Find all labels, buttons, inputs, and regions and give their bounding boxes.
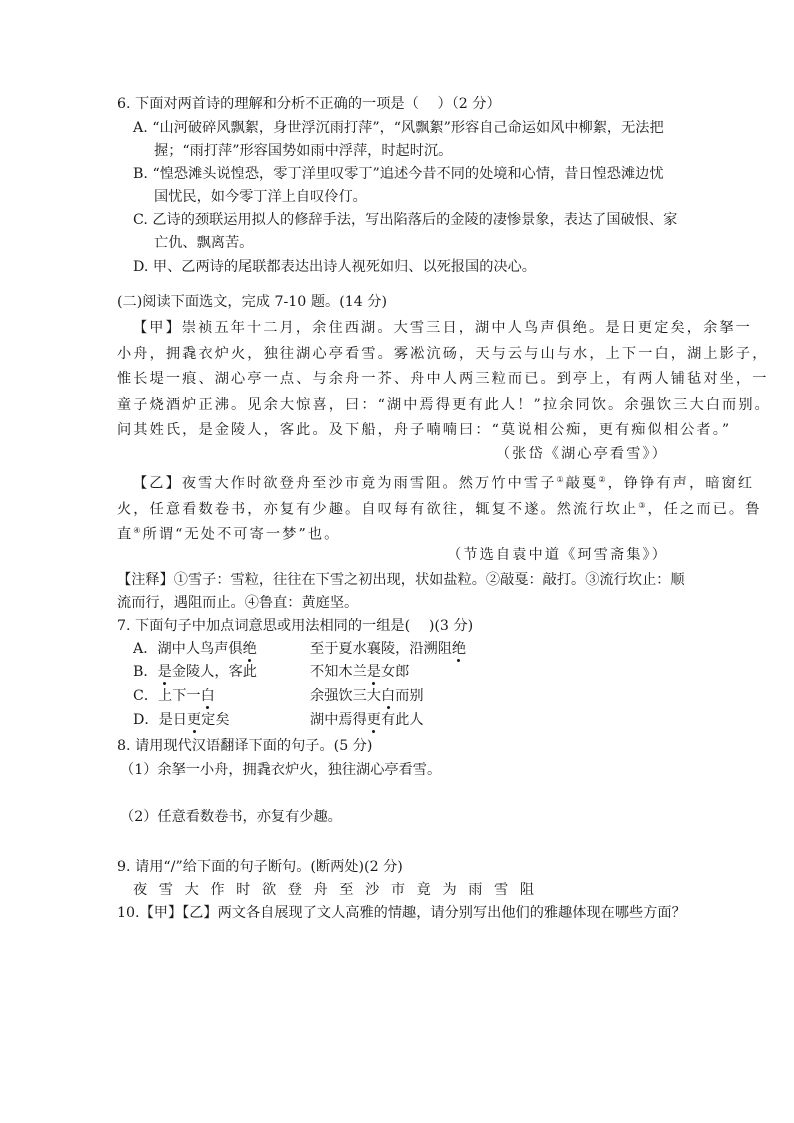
- q6-option-d: D. 甲、乙两诗的尾联都表达出诗人视死如归、以死报国的决心。: [133, 259, 536, 275]
- footnote-mark: ④: [133, 526, 143, 535]
- q8-sentence-2: （2）任意看数卷书，亦复有少趣。: [120, 809, 342, 825]
- q9-stem: 9. 请用“/”给下面的句子断句。(断两处)(2 分): [117, 859, 403, 875]
- option-text: 不知木兰: [310, 664, 367, 680]
- dotted-char: 白: [380, 688, 396, 704]
- option-text: 湖中焉得: [310, 712, 367, 728]
- jia-passage-line: 【甲】崇祯五年十二月，余住西湖。大雪三日，湖中人鸟声俱绝。是日更定矣，余拏一: [133, 320, 752, 336]
- option-text: 而别: [395, 688, 424, 704]
- jia-passage-line: 惟长堤一痕、湖心亭一点、与余舟一芥、舟中人两三粒而已。到亭上，有两人铺毡对坐，一: [117, 371, 769, 387]
- footnote-mark: ③: [638, 501, 648, 510]
- dotted-char: 是: [366, 664, 381, 680]
- q7-option-c: [133, 686, 215, 706]
- yi-text: ，任之而已。鲁: [647, 501, 762, 518]
- jia-source: （张岱《湖心亭看雪》）: [495, 446, 668, 462]
- yi-passage-line: [117, 521, 340, 545]
- yi-text: 所谓“无处不可寄一梦”也。: [142, 526, 341, 543]
- option-label: C．: [133, 688, 159, 704]
- option-text: 至于夏水襄陵，沿溯阻: [310, 641, 452, 657]
- q7-option-a: [133, 639, 257, 659]
- q8-stem: 8. 请用现代汉语翻译下面的句子。(5 分): [117, 738, 373, 754]
- yi-text: 敲戛: [565, 475, 599, 492]
- q7-option-d-right: [310, 710, 424, 730]
- option-text: 金陵人，客此: [171, 664, 257, 680]
- yi-text: 直: [117, 526, 134, 543]
- q7-option-b-right: [310, 662, 409, 682]
- option-text: 湖中人鸟声俱: [157, 641, 243, 657]
- jia-passage-line: 问其姓氏，是金陵人，客此。及下船，舟子喃喃曰：“莫说相公痴，更有痴似相公者。”: [117, 422, 732, 438]
- q6-option-b-line2: 国忧民，如今零丁洋上自叹伶仃。: [154, 189, 367, 205]
- yi-text: 火，任意看数卷书，亦复有少趣。自叹每有欲往，辄复不遂。然流行坎止: [117, 501, 639, 518]
- yi-text: ，铮铮有声，暗窗红: [607, 475, 755, 492]
- q6-option-b-line1: B. “惶恐滩头说惶恐，零丁洋里叹零丁”追述今昔不同的处境和心情，昔日惶恐滩边忧: [133, 166, 664, 182]
- notes-line1: 【注释】①雪子：雪粒，往往在下雪之初出现，状如盐粒。②敲戛：敲打。③流行坎止：顺: [117, 572, 685, 588]
- option-text: 女郎: [380, 664, 410, 680]
- yi-text: 【乙】夜雪大作时欲登舟至沙市竟为雨雪阻。然万竹中雪子: [133, 475, 557, 492]
- q7-option-c-right: [310, 686, 424, 706]
- q7-option-b: [133, 662, 257, 682]
- q6-option-c-line1: C. 乙诗的颈联运用拟人的修辞手法，写出陷落后的金陵的凄惨景象，表达了国破恨、家: [133, 212, 678, 228]
- option-label: A．: [133, 641, 158, 657]
- q9-sentence: 夜雪大作时欲登舟至沙市竟为雨雪阻: [133, 882, 546, 898]
- option-text: 余强饮三大: [310, 688, 381, 704]
- q7-option-d: [133, 710, 230, 730]
- dotted-char: 更: [186, 712, 202, 728]
- yi-passage-line: [133, 470, 754, 494]
- dotted-char: 是: [157, 664, 172, 680]
- q8-sentence-1: （1）余拏一小舟，拥毳衣炉火，独往湖心亭看雪。: [120, 762, 442, 778]
- q6-option-a-line2: 握；“雨打萍”形容国势如雨中浮萍，时起时沉。: [154, 143, 453, 159]
- footnote-mark: ①: [556, 475, 566, 484]
- notes-line2: 流而行，遇阻而止。④鲁直：黄庭坚。: [117, 595, 359, 611]
- q6-option-c-line2: 亡仇、飘离苦。: [154, 235, 254, 251]
- footnote-mark: ②: [598, 475, 608, 484]
- option-text: 是日: [158, 712, 187, 728]
- dotted-char: 更: [366, 712, 381, 728]
- q6-stem: 6. 下面对两首诗的理解和分析不正确的一项是（ ）（2 分）: [117, 96, 501, 112]
- yi-source: （节选自袁中道《珂雪斋集》）: [447, 547, 668, 563]
- section2-heading: (二)阅读下面选文，完成 7-10 题。(14 分): [117, 294, 388, 310]
- q7-option-a-right: [310, 639, 466, 659]
- q6-option-a-line1: A. “山河破碎风飘絮，身世浮沉雨打萍”，“风飘絮”形容自己命运如风中柳絮，无法把: [133, 120, 664, 136]
- dotted-char: 绝: [242, 641, 257, 657]
- dotted-char: 绝: [451, 641, 467, 657]
- option-text: 定矣: [201, 712, 230, 728]
- q7-stem: 7. 下面句子中加点词意思或用法相同的一组是( )(3 分): [117, 618, 474, 634]
- dotted-char: 白: [200, 688, 215, 704]
- q10-stem: 10.【甲】【乙】两文各自展现了文人高雅的情趣，请分别写出他们的雅趣体现在哪些方面？: [117, 905, 686, 921]
- option-text: 有此人: [380, 712, 424, 728]
- jia-passage-line: 小舟，拥毳衣炉火，独往湖心亭看雪。雾凇沆砀，天与云与山与水，上下一白，湖上影子，: [117, 346, 769, 362]
- yi-passage-line: [117, 496, 762, 520]
- option-text: 上下一: [158, 688, 201, 704]
- option-label: D．: [133, 712, 159, 728]
- jia-passage-line: 童子烧酒炉正沸。见余大惊喜，曰：“湖中焉得更有此人！”拉余同饮。余强饮三大白而别。: [117, 397, 771, 413]
- option-label: B．: [133, 664, 158, 680]
